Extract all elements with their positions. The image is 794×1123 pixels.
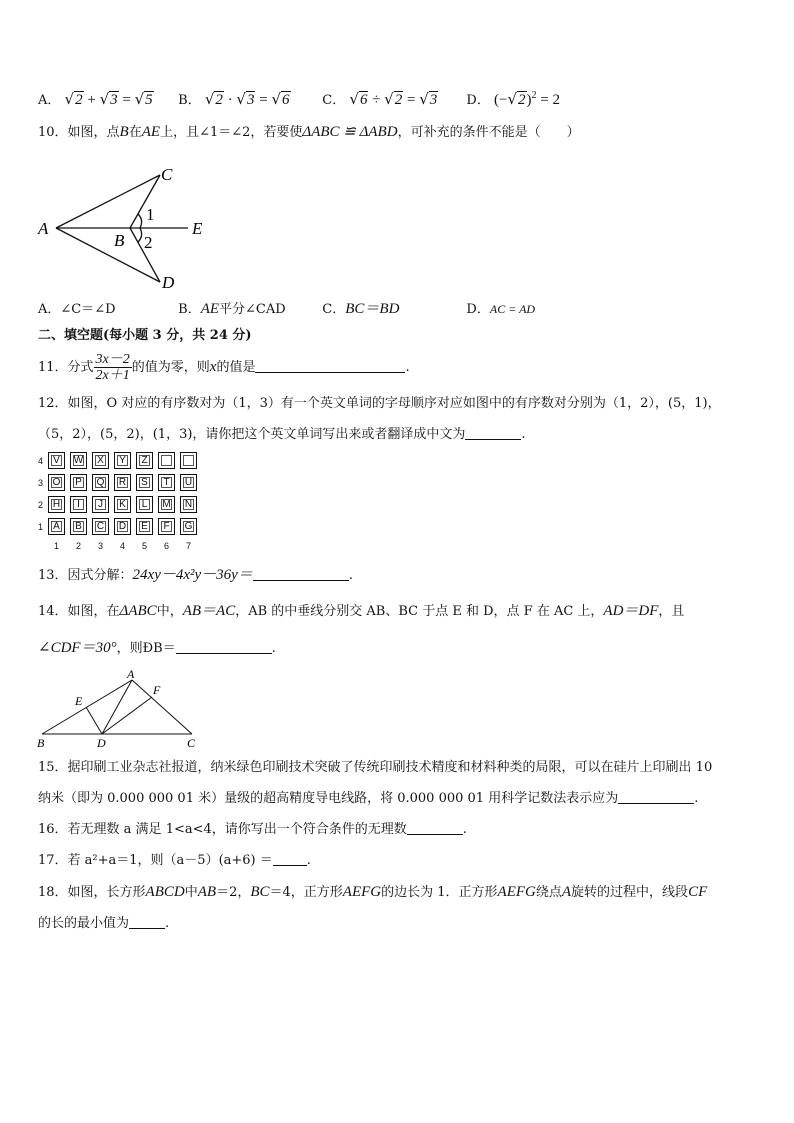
grid-cell (158, 452, 175, 469)
grid-col-label: 6 (164, 541, 170, 551)
grid-cell: G (180, 518, 197, 535)
q15-line2: 纳米（即为 0.000 000 01 米）量级的超高精度导电线路，将 0.000 000 01 用科学记数法表示应为 . (38, 791, 699, 806)
q10-figure (34, 160, 219, 292)
grid-col-label: 3 (98, 541, 104, 551)
grid-cell: Y (114, 452, 131, 469)
grid-cell: P (70, 474, 87, 491)
q10-option-c: C．BC＝BD (322, 301, 400, 317)
label-e: E (75, 694, 83, 708)
grid-cell: J (92, 496, 109, 513)
q10-option-d: D．AC = AD (466, 302, 536, 317)
grid-cell: K (114, 496, 131, 513)
grid-col-label: 7 (186, 541, 192, 551)
segment-ac (132, 680, 192, 734)
q12-answer-blank[interactable] (465, 425, 521, 440)
q16-answer-blank[interactable] (407, 820, 463, 835)
grid-col-label: 4 (120, 541, 126, 551)
grid-cell: V (48, 452, 65, 469)
q11-fraction: $\frac{3x-2}{2x+1}$ (95, 352, 130, 383)
grid-cell: D (114, 518, 131, 535)
label-d: D (162, 273, 175, 292)
segment-ad (102, 680, 132, 734)
grid-cell: W (70, 452, 87, 469)
grid-row-label: 1 (38, 522, 44, 532)
grid-cell: C (92, 518, 109, 535)
q16: 16．若无理数 a 满足 1<a<4，请你写出一个符合条件的无理数 . (38, 822, 467, 837)
q9-option-d: D． $(-√2)^2 = 2$ (466, 90, 560, 108)
grid-cell: H (48, 496, 65, 513)
grid-row-label: 2 (38, 500, 44, 510)
grid-cell (180, 452, 197, 469)
grid-col-label: 2 (76, 541, 82, 551)
grid-cell: N (180, 496, 197, 513)
grid-col-label: 1 (54, 541, 60, 551)
q14-line1: 14．如图，在ΔABC中，AB＝AC，AB 的中垂线分别交 AB、BC 于点 E 和 D，点 F 在 AC 上，AD＝DF，且 (38, 603, 685, 619)
segment-df (102, 697, 152, 734)
grid-cell: E (136, 518, 153, 535)
q15-answer-blank[interactable] (618, 789, 694, 804)
label-f: F (153, 683, 161, 697)
grid-cell: M (158, 496, 175, 513)
label-b: B (37, 736, 45, 750)
q10-options (38, 299, 535, 320)
q18-line1: 18．如图，长方形ABCD中AB＝2，BC＝4，正方形AEFG的边长为 1．正方形AEFG绕点A旋转的过程中，线段CF (38, 884, 708, 900)
q14-line2: ∠CDF＝30°，则ÐB＝ . (38, 640, 276, 656)
angle-1-arc (138, 214, 142, 228)
grid-row-label: 3 (38, 478, 44, 488)
segment-ab (42, 680, 132, 734)
grid-cell: S (136, 474, 153, 491)
q17: 17．若 a²+a＝1，则（a－5）(a+6) ＝ . (38, 853, 311, 868)
grid-cell: B (70, 518, 87, 535)
q13: 13．因式分解：24xy－4x²y－36y＝ . (38, 567, 353, 583)
q10-option-b: B．AE平分∠CAD (178, 301, 286, 317)
grid-cell: U (180, 474, 197, 491)
q14-figure (34, 668, 204, 750)
q12-line2: （5，2），(5，2)，(1，3)，请你把这个英文单词写出来或者翻译成中文为 . (38, 427, 526, 442)
grid-cell: A (48, 518, 65, 535)
q10-option-a: A．∠C＝∠D (38, 302, 116, 317)
label-angle-2: 2 (144, 233, 153, 252)
q10-stem: 10．如图，点B在AE上，且∠1＝∠2，若要使ΔABC ≌ ΔABD，可补充的条件不能是（ ） (38, 124, 580, 140)
label-a: A (38, 219, 49, 238)
grid-cell: Z (136, 452, 153, 469)
grid-cell: X (92, 452, 109, 469)
q18-answer-blank[interactable] (129, 914, 165, 929)
grid-cell: R (114, 474, 131, 491)
q9-option-b: B． √2 · √3 = √6 (178, 90, 290, 108)
grid-cell: O (48, 474, 65, 491)
label-c: C (161, 165, 173, 184)
grid-cell: T (158, 474, 175, 491)
q13-answer-blank[interactable] (253, 566, 349, 581)
grid-cell: I (70, 496, 87, 513)
q17-answer-blank[interactable] (273, 851, 307, 866)
segment-ed (86, 707, 102, 734)
q11: 11．分式 $\frac{3x-2}{2x+1}$ 的值为零，则x的值是 . (38, 352, 410, 383)
q12-line1: 12．如图，O 对应的有序数对为（1，3）有一个英文单词的字母顺序对应如图中的有序数对分别为（1，2），(5，1)， (38, 396, 721, 411)
section-2-heading: 二、填空题(每小题 3 分，共 24 分) (38, 328, 252, 343)
label-b: B (114, 231, 125, 250)
label-d: D (97, 736, 106, 750)
label-c: C (187, 736, 196, 750)
q14-answer-blank[interactable] (176, 639, 272, 654)
q18-line2: 的长的最小值为 . (38, 916, 170, 931)
grid-cell: F (158, 518, 175, 535)
angle-2-arc (138, 228, 142, 242)
grid-cell: L (136, 496, 153, 513)
q15-line1: 15．据印刷工业杂志社报道，纳米绿色印刷技术突破了传统印刷技术精度和材料种类的局限，可以在硅片上印刷出 10 (38, 760, 713, 775)
grid-row-label: 4 (38, 456, 44, 466)
grid-cell: Q (92, 474, 109, 491)
q9-option-a: A． √2 + √3 = √5 (38, 90, 153, 108)
q9-options (38, 86, 560, 111)
label-a: A (127, 668, 135, 681)
q11-answer-blank[interactable] (255, 358, 405, 373)
label-e: E (192, 219, 203, 238)
grid-col-label: 5 (142, 541, 148, 551)
q9-option-c: C． √6 ÷ √2 = √3 (322, 90, 438, 108)
label-angle-1: 1 (146, 205, 155, 224)
